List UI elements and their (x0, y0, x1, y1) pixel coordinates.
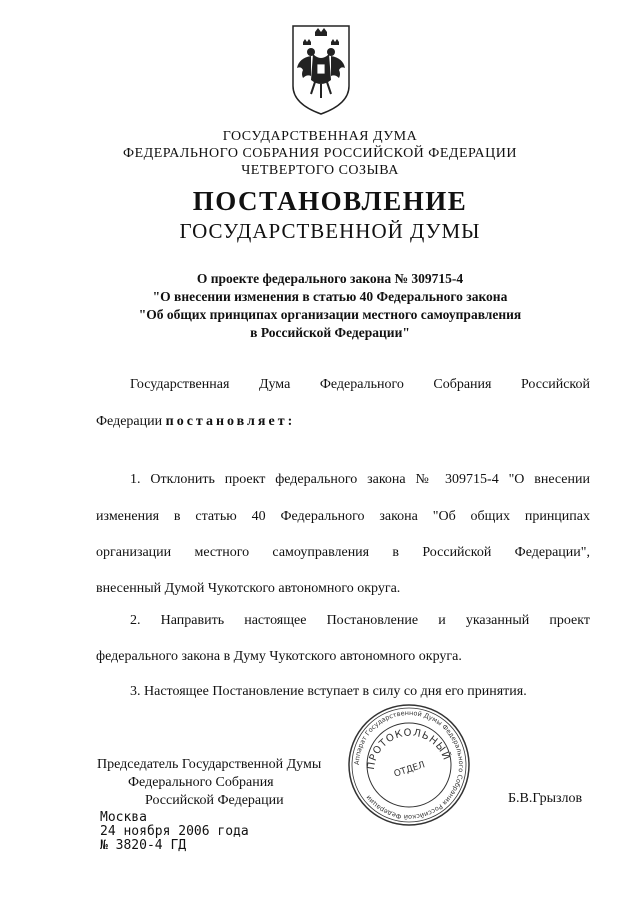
signatory-position-line-1: Председатель Государственной Думы (97, 757, 322, 772)
stamp-top-text: ПРОТОКОЛЬНЫЙ (365, 727, 453, 771)
russian-coat-of-arms-icon (289, 22, 353, 118)
paragraph-3-line-1: 3. Настоящее Постановление вступает в силу со дня его принятия. (130, 684, 527, 699)
paragraph-2-line-2: федерального закона в Думу Чукотского автономного округа. (96, 649, 462, 664)
paragraph-1-line-3: организации местного самоуправления в Российской Федерации", (96, 545, 590, 560)
title-line-3: "Об общих принципах организации местного самоуправления (138, 307, 522, 322)
stamp-ring-text: Аппарат Государственной Думы Федерального Собрания Российской Федерации (352, 708, 466, 822)
org-line-1: ГОСУДАРСТВЕННАЯ ДУМА (222, 129, 418, 144)
paragraph-2-line-1: 2. Направить настоящее Постановление и указанный проект (130, 613, 590, 628)
intro-line-2 (96, 413, 590, 431)
signer-name: Б.В.Грызлов (508, 791, 583, 806)
signatory-position-line-3: Российской Федерации (145, 793, 284, 808)
title-line-2: "О внесении изменения в статью 40 Федерального закона (152, 289, 508, 304)
footer-city: Москва (100, 810, 147, 825)
title-line-4: в Российской Федерации" (250, 325, 410, 340)
document-issuer: ГОСУДАРСТВЕННОЙ ДУМЫ (179, 219, 481, 243)
document-type: ПОСТАНОВЛЕНИЕ (192, 186, 468, 216)
paragraph-1-line-2: изменения в статью 40 Федерального закона "Об общих принципах (96, 509, 590, 524)
stamp-center-text: ОТДЕЛ (392, 760, 427, 780)
paragraph-1-line-4: внесенный Думой Чукотского автономного округа. (96, 581, 401, 596)
official-stamp (344, 700, 474, 830)
footer-date: 24 ноября 2006 года (100, 824, 249, 839)
intro-line-2-start: Федерации (96, 414, 166, 429)
title-line-1: О проекте федерального закона № 309715-4 (196, 271, 464, 286)
org-line-2: ФЕДЕРАЛЬНОГО СОБРАНИЯ РОССИЙСКОЙ ФЕДЕРАЦИИ (123, 146, 517, 161)
paragraph-1-line-1: 1. Отклонить проект федерального закона № 309715-4 "О внесении (130, 472, 590, 487)
signatory-position-line-2: Федерального Собрания (128, 775, 274, 790)
footer-number: № 3820-4 ГД (100, 838, 187, 853)
org-line-3: ЧЕТВЕРТОГО СОЗЫВА (241, 163, 399, 178)
intro-line-1: Государственная Дума Федерального Собрания Российской (130, 377, 590, 392)
resolves-keyword: постановляет: (165, 414, 296, 429)
